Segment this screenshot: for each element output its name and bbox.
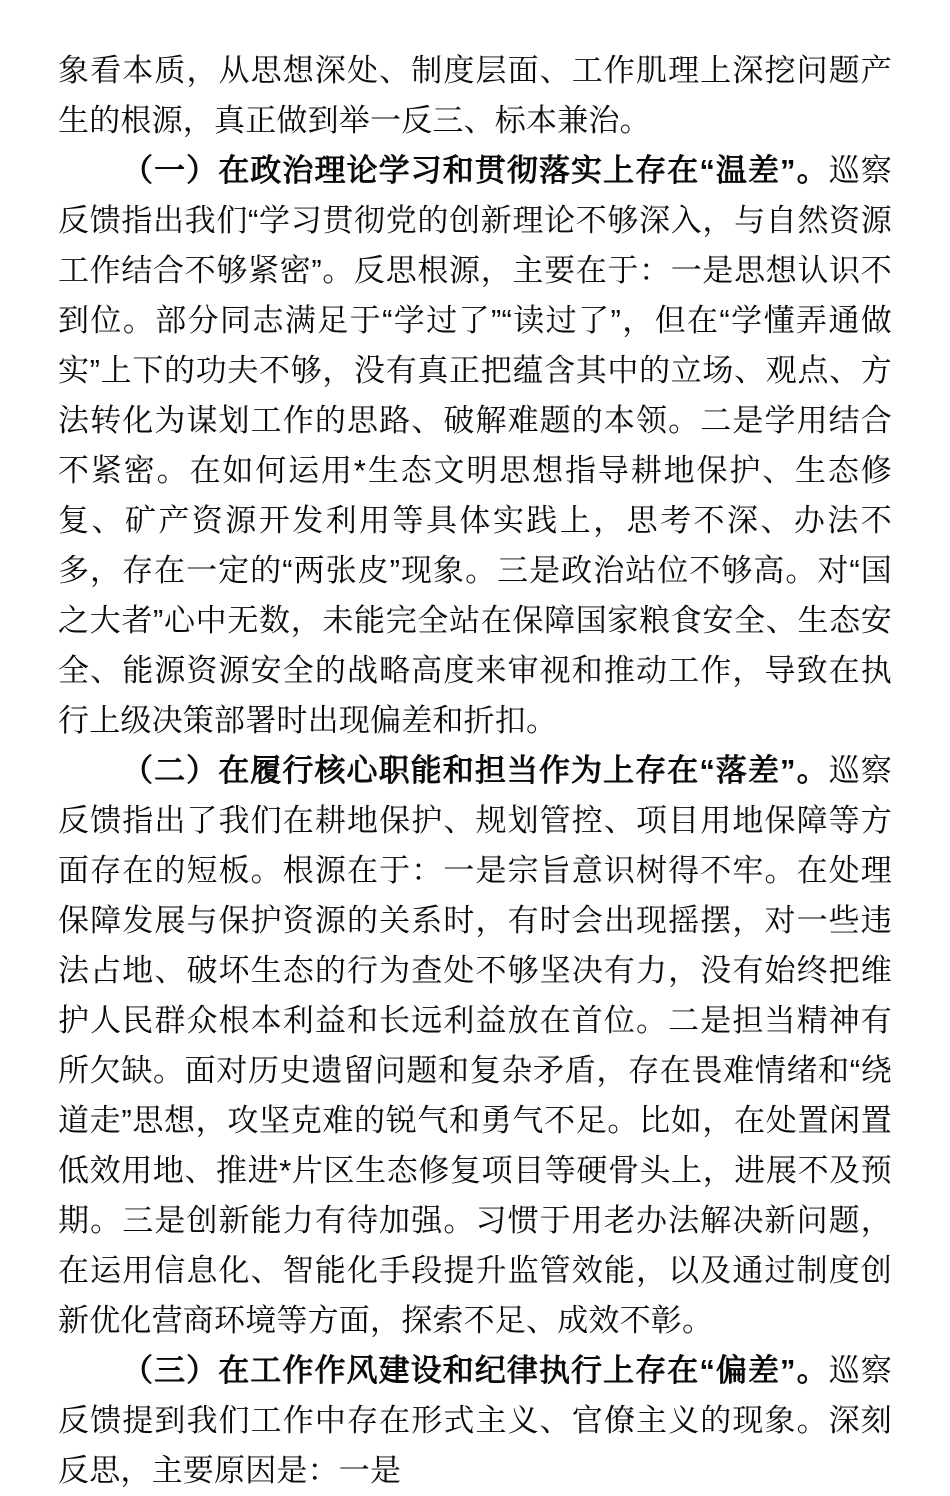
paragraph-text: 象看本质，从思想深处、制度层面、工作肌理上深挖问题产生的根源，真正做到举一反三、标本兼治。 [58,53,892,138]
paragraph-section-three [58,1346,892,1496]
section-body-three: 巡察反馈提到我们工作中存在形式主义、官僚主义的现象。深刻反思，主要原因是：一是 [58,1353,892,1488]
section-body-two: 巡察反馈指出了我们在耕地保护、规划管控、项目用地保障等方面存在的短板。根源在于：一是宗旨意识树得不牢。在处理保障发展与保护资源的关系时，有时会出现摇摆，对一些违法占地、破坏生态的行为查处不够坚决有力，没有始终把维护人民群众根本利益和长远利益放在首位。二是担当精神有所欠缺。面对历史遗留问题和复杂矛盾，存在畏难情绪和“绕道走”思想，攻坚克难的锐气和勇气不足。比如，在处置闲置低效用地、推进*片区生态修复项目等硬骨头上，进展不及预期。三是创新能力有待加强。习惯于用老办法解决新问题，在运用信息化、智能化手段提升监管效能，以及通过制度创新优化营商环境等方面，探索不足、成效不彰。 [58,753,892,1338]
paragraph-section-two [58,746,892,1346]
section-body-one: 巡察反馈指出我们“学习贯彻党的创新理论不够深入，与自然资源工作结合不够紧密”。反思根源，主要在于：一是思想认识不到位。部分同志满足于“学过了”“读过了”，但在“学懂弄通做实”上下的功夫不够，没有真正把蕴含其中的立场、观点、方法转化为谋划工作的思路、破解难题的本领。二是学用结合不紧密。在如何运用*生态文明思想指导耕地保护、生态修复、矿产资源开发利用等具体实践上，思考不深、办法不多，存在一定的“两张皮”现象。三是政治站位不够高。对“国之大者”心中无数，未能完全站在保障国家粮食安全、生态安全、能源资源安全的战略高度来审视和推动工作，导致在执行上级决策部署时出现偏差和折扣。 [58,153,892,738]
paragraph-opening-continued [58,46,892,146]
section-heading-two: （二）在履行核心职能和担当作为上存在“落差”。 [122,753,829,788]
section-heading-three: （三）在工作作风建设和纪律执行上存在“偏差”。 [122,1353,829,1388]
section-heading-one: （一）在政治理论学习和贯彻落实上存在“温差”。 [122,153,829,188]
document-text-body [58,46,892,1496]
paragraph-section-one [58,146,892,746]
